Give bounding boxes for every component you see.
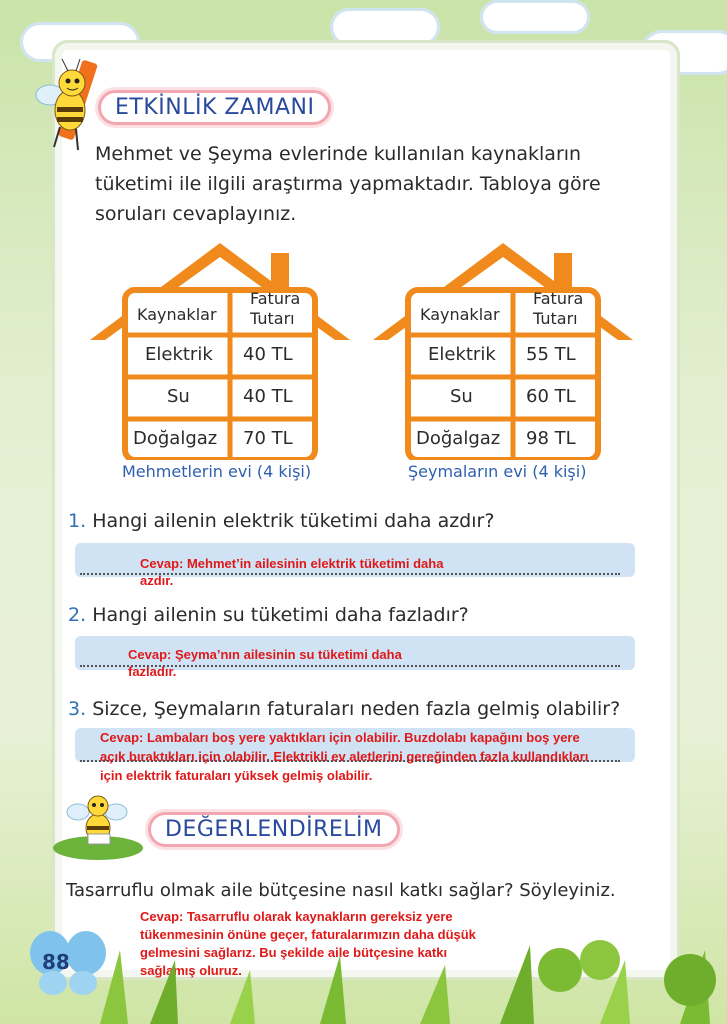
table-cell: 60 TL — [526, 386, 576, 407]
table-cell: 40 TL — [243, 344, 293, 365]
table-header: Fatura — [250, 289, 301, 308]
house-table-seyma — [368, 235, 638, 460]
table-cell: 40 TL — [243, 386, 293, 407]
intro-line: soruları cevaplayınız. — [95, 203, 297, 225]
table-cell: Su — [450, 386, 473, 407]
house-table-mehmet — [85, 235, 355, 460]
answer-line-text: tükenmesinin önüne geçer, faturalarımızın daha düşük — [140, 927, 476, 942]
question-text: Hangi ailenin su tüketimi daha fazladır? — [92, 604, 469, 626]
question-text: Sizce, Şeymaların faturaları neden fazla gelmiş olabilir? — [92, 698, 621, 720]
table-header: Tutarı — [250, 309, 295, 328]
table-header: Kaynaklar — [420, 305, 500, 324]
grass-decoration — [0, 930, 727, 1024]
table-cell: 55 TL — [526, 344, 576, 365]
answer-line-text: gelmesini sağlarız. Bu şekilde aile bütçesine katkı — [140, 945, 448, 960]
page-number: 88 — [42, 950, 70, 974]
question-1 — [68, 510, 494, 532]
table-cell: Doğalgaz — [133, 428, 218, 449]
evaluation-title: DEĞERLENDİRELİM — [148, 812, 400, 847]
cloud-decoration — [330, 8, 440, 46]
table-cell: Su — [167, 386, 190, 407]
evaluation-question: Tasarruflu olmak aile bütçesine nasıl katkı sağlar? Söyleyiniz. — [66, 880, 616, 901]
house-caption: Şeymaların evi (4 kişi) — [408, 462, 587, 481]
answer-line-text: Cevap: Mehmet’in ailesinin elektrik tüketimi daha — [140, 556, 444, 571]
question-number: 1. — [68, 510, 87, 532]
answer-line-text: fazladır. — [128, 664, 177, 679]
answer-line-text: Cevap: Şeyma’nın ailesinin su tüketimi daha — [128, 647, 402, 662]
intro-line: tüketimi ile ilgili araştırma yapmaktadır. Tabloya göre — [95, 173, 601, 195]
answer-3 — [100, 728, 588, 785]
question-text: Hangi ailenin elektrik tüketimi daha azdır? — [92, 510, 495, 532]
answer-line-text: sağlamış oluruz. — [140, 963, 242, 978]
house-caption: Mehmetlerin evi (4 kişi) — [122, 462, 312, 481]
answer-line-text: açık bıraktıkları için olabilir. Elektrikli ev aletlerini gereğinden fazla kullandıkları — [100, 749, 589, 764]
table-header: Kaynaklar — [137, 305, 217, 324]
question-3 — [68, 698, 620, 720]
question-2 — [68, 604, 469, 626]
answer-2 — [128, 646, 402, 680]
table-cell: 70 TL — [243, 428, 293, 449]
answer-line-text: azdır. — [140, 573, 174, 588]
cloud-decoration — [480, 0, 590, 34]
intro-line: Mehmet ve Şeyma evlerinde kullanılan kaynakların — [95, 143, 582, 165]
question-number: 2. — [68, 604, 87, 626]
table-header: Fatura — [533, 289, 584, 308]
answer-line-text: Cevap: Lambaları boş yere yaktıkları için olabilir. Buzdolabı kapağını boş yere — [100, 730, 580, 745]
table-cell: Elektrik — [428, 344, 496, 365]
table-header: Tutarı — [533, 309, 578, 328]
question-number: 3. — [68, 698, 87, 720]
table-cell: Doğalgaz — [416, 428, 501, 449]
answer-1 — [140, 555, 443, 589]
answer-line-text: için elektrik faturaları yüksek gelmiş olabilir. — [100, 768, 373, 783]
answer-line-text: Cevap: Tasarruflu olarak kaynakların gereksiz yere — [140, 909, 453, 924]
activity-title: ETKİNLİK ZAMANI — [98, 90, 331, 125]
table-cell: 98 TL — [526, 428, 576, 449]
table-cell: Elektrik — [145, 344, 213, 365]
bee-leaf-icon — [48, 790, 148, 865]
